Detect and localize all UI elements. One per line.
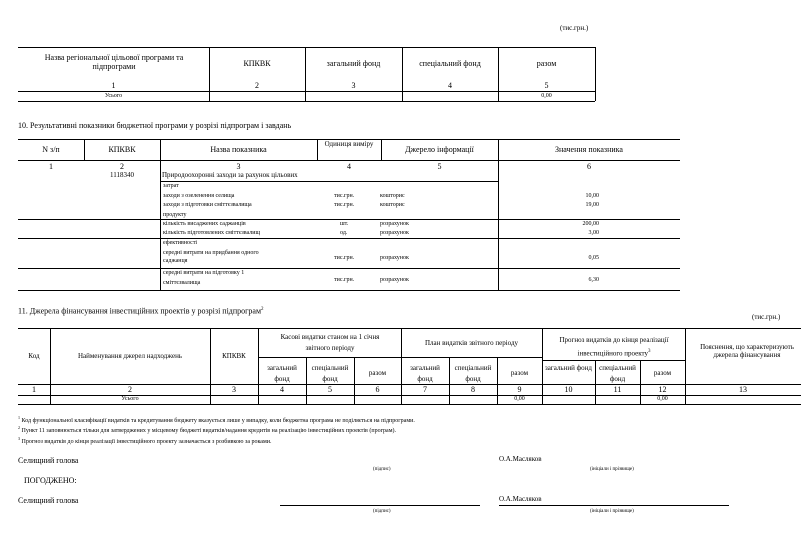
num-6: 6 <box>587 162 591 171</box>
indicator-value: 0,05 <box>588 255 599 261</box>
indicator-source: розрахунок <box>380 230 409 236</box>
col-special-fund: спеціальний фонд <box>454 364 492 383</box>
footnote-text: Пункт 11 заповнюється тільки для затверджених у місцевому бюджеті видатків/надання кредитів на реалізацію інвестиційних проектів (програм). <box>21 428 397 434</box>
num-2: 2 <box>255 81 259 90</box>
col-sum: разом <box>653 369 672 377</box>
col-cash-expenses: Касові видатки станом на 1 січня звітного періоду <box>280 333 380 352</box>
col-source: Джерело інформації <box>405 145 474 154</box>
total-label: Усього <box>104 93 123 99</box>
signer-role: Селищний голова <box>18 456 79 465</box>
indicator-name: середні витрати на придбання одного <box>163 250 259 256</box>
indicator-unit: тис.грн. <box>334 193 355 199</box>
num-8: 8 <box>471 385 475 394</box>
unit-label: (тис.грн.) <box>560 24 589 32</box>
indicator-unit: тис.грн. <box>334 277 355 283</box>
total-label: Усього <box>121 396 139 402</box>
footnote-ref: 2 <box>261 307 264 312</box>
col-total: разом <box>536 59 557 68</box>
col-general-fund: загальний фонд <box>326 59 381 68</box>
num-4: 4 <box>280 385 284 394</box>
num-5: 5 <box>437 162 442 171</box>
indicator-name-cont: саджанця <box>163 258 188 264</box>
col-kpkvk: КПКВК <box>108 145 136 154</box>
kpkvk-code: 1118340 <box>110 171 134 179</box>
footnote-3 <box>18 435 271 446</box>
task-name: Природоохоронні заходи за рахунок цільових <box>162 171 298 179</box>
col-code: Код <box>28 352 40 360</box>
footnote-mark: 3 <box>18 436 20 441</box>
col-sum: разом <box>368 369 387 377</box>
indicator-name: заходи з підготовки сміттєзвалища <box>163 202 252 208</box>
indicator-name: середні витрати на підготовку 1 <box>163 270 245 276</box>
col-kpkvk: КПКВК <box>222 352 246 360</box>
name-hint: (ініціали і прізвище) <box>590 467 634 472</box>
col-plan-expenses: План видатків звітного періоду <box>424 339 519 347</box>
col-indicator-name: Назва показника <box>210 145 267 154</box>
indicator-unit: од. <box>340 230 348 236</box>
total-value: 0,00 <box>541 93 552 99</box>
indicator-source: кошторис <box>380 202 405 208</box>
section-11-title-text: 11. Джерела фінансування інвестиційних проектів у розрізі підпрограм <box>18 306 262 316</box>
section-10-title: 10. Результативні показники бюджетної програми у розрізі підпрограм і завдань <box>18 121 292 130</box>
col-explanation: Пояснення, що характеризують джерела фінансування <box>700 343 794 359</box>
footnote-mark: 1 <box>18 415 20 420</box>
col-special-fund: спеціальний фонд <box>599 364 636 383</box>
num-7: 7 <box>423 385 427 394</box>
num-4: 4 <box>448 81 452 90</box>
col-kpkvk: КПКВК <box>243 59 271 68</box>
col-general-fund: загальний фонд <box>545 364 592 372</box>
signer-role: Селищний голова <box>18 496 79 505</box>
indicator-source: кошторис <box>380 193 405 199</box>
signature-line <box>280 505 480 506</box>
indicator-source: розрахунок <box>380 277 409 283</box>
num-5: 5 <box>544 81 549 90</box>
num-4: 4 <box>347 162 351 171</box>
num-2: 2 <box>128 385 132 394</box>
signature-hint: (підпис) <box>373 467 391 472</box>
num-3: 3 <box>236 162 241 171</box>
indicator-value: 6,30 <box>588 277 599 283</box>
num-1: 1 <box>111 81 116 90</box>
indicator-name: кількість підготовлених сміттєзвалищ <box>163 230 261 236</box>
col-special-fund: спеціальний фонд <box>419 59 481 68</box>
indicator-name: заходи з озеленення селища <box>163 193 235 199</box>
name-line <box>499 505 729 506</box>
col-number: N з/п <box>42 145 60 154</box>
footnote-text: Код функціональної класифікації видатків та кредитування бюджету вказується лише у випадку, коли бюджетна програма не поділяється на підпрограми. <box>21 418 415 424</box>
name-hint: (ініціали і прізвище) <box>590 509 634 514</box>
agreed-label: ПОГОДЖЕНО: <box>24 476 77 485</box>
num-3: 3 <box>232 385 236 394</box>
signature-hint: (підпис) <box>373 509 391 514</box>
footnote-text: Прогноз видатків до кінця реалізації інвестиційного проекту зазначається з розбивкою за роками. <box>21 439 272 445</box>
num-3: 3 <box>351 81 356 90</box>
footnote-ref: 3 <box>648 349 651 354</box>
col-general-fund: загальний фонд <box>410 364 440 383</box>
col-unit: Одиниця виміру <box>324 140 374 148</box>
indicator-unit: шт. <box>340 221 349 227</box>
signer-name: О.А.Масляков <box>499 495 542 503</box>
num-10: 10 <box>564 385 573 394</box>
indicator-name-cont: сміттєзвалища <box>163 280 201 286</box>
group-product: продукту <box>163 212 187 218</box>
total-value: 0,00 <box>514 396 525 402</box>
indicator-value: 200,00 <box>582 221 599 227</box>
total-value: 0,00 <box>657 396 668 402</box>
num-13: 13 <box>739 385 747 394</box>
indicator-unit: тис.грн. <box>334 202 355 208</box>
indicator-value: 10,00 <box>585 193 599 199</box>
num-5: 5 <box>328 385 332 394</box>
num-1: 1 <box>49 162 53 171</box>
num-6: 6 <box>375 385 380 394</box>
signer-name: О.А.Масляков <box>499 455 542 463</box>
col-forecast-text: Прогноз видатків до кінця реалізації інвестиційного проекту <box>559 336 669 358</box>
num-2: 2 <box>120 162 124 171</box>
num-1: 1 <box>32 385 36 394</box>
col-forecast <box>549 334 679 359</box>
group-efficiency: ефективності <box>163 240 198 246</box>
group-cost: затрат <box>163 183 179 189</box>
col-special-fund: спеціальний фонд <box>311 364 349 383</box>
footnote-mark: 2 <box>18 425 20 430</box>
num-11: 11 <box>613 385 622 394</box>
indicator-source: розрахунок <box>380 255 409 261</box>
num-9: 9 <box>517 385 522 394</box>
unit-label: (тис.грн.) <box>752 313 781 321</box>
col-value: Значення показника <box>555 145 623 154</box>
footnote-2 <box>18 424 396 435</box>
section-11-title <box>18 305 264 316</box>
col-general-fund: загальний фонд <box>267 364 297 383</box>
indicator-name: кількість висаджених саджанців <box>163 221 246 227</box>
col-source-name: Найменування джерел надходжень <box>77 352 183 360</box>
indicator-value: 19,00 <box>585 202 599 208</box>
col-program-name: Назва регіональної цільової програми та підпрограми <box>44 53 184 71</box>
indicator-value: 3,00 <box>588 230 599 236</box>
indicator-unit: тис.грн. <box>334 255 355 261</box>
num-12: 12 <box>658 385 667 394</box>
indicator-source: розрахунок <box>380 221 409 227</box>
col-sum: разом <box>510 369 529 377</box>
